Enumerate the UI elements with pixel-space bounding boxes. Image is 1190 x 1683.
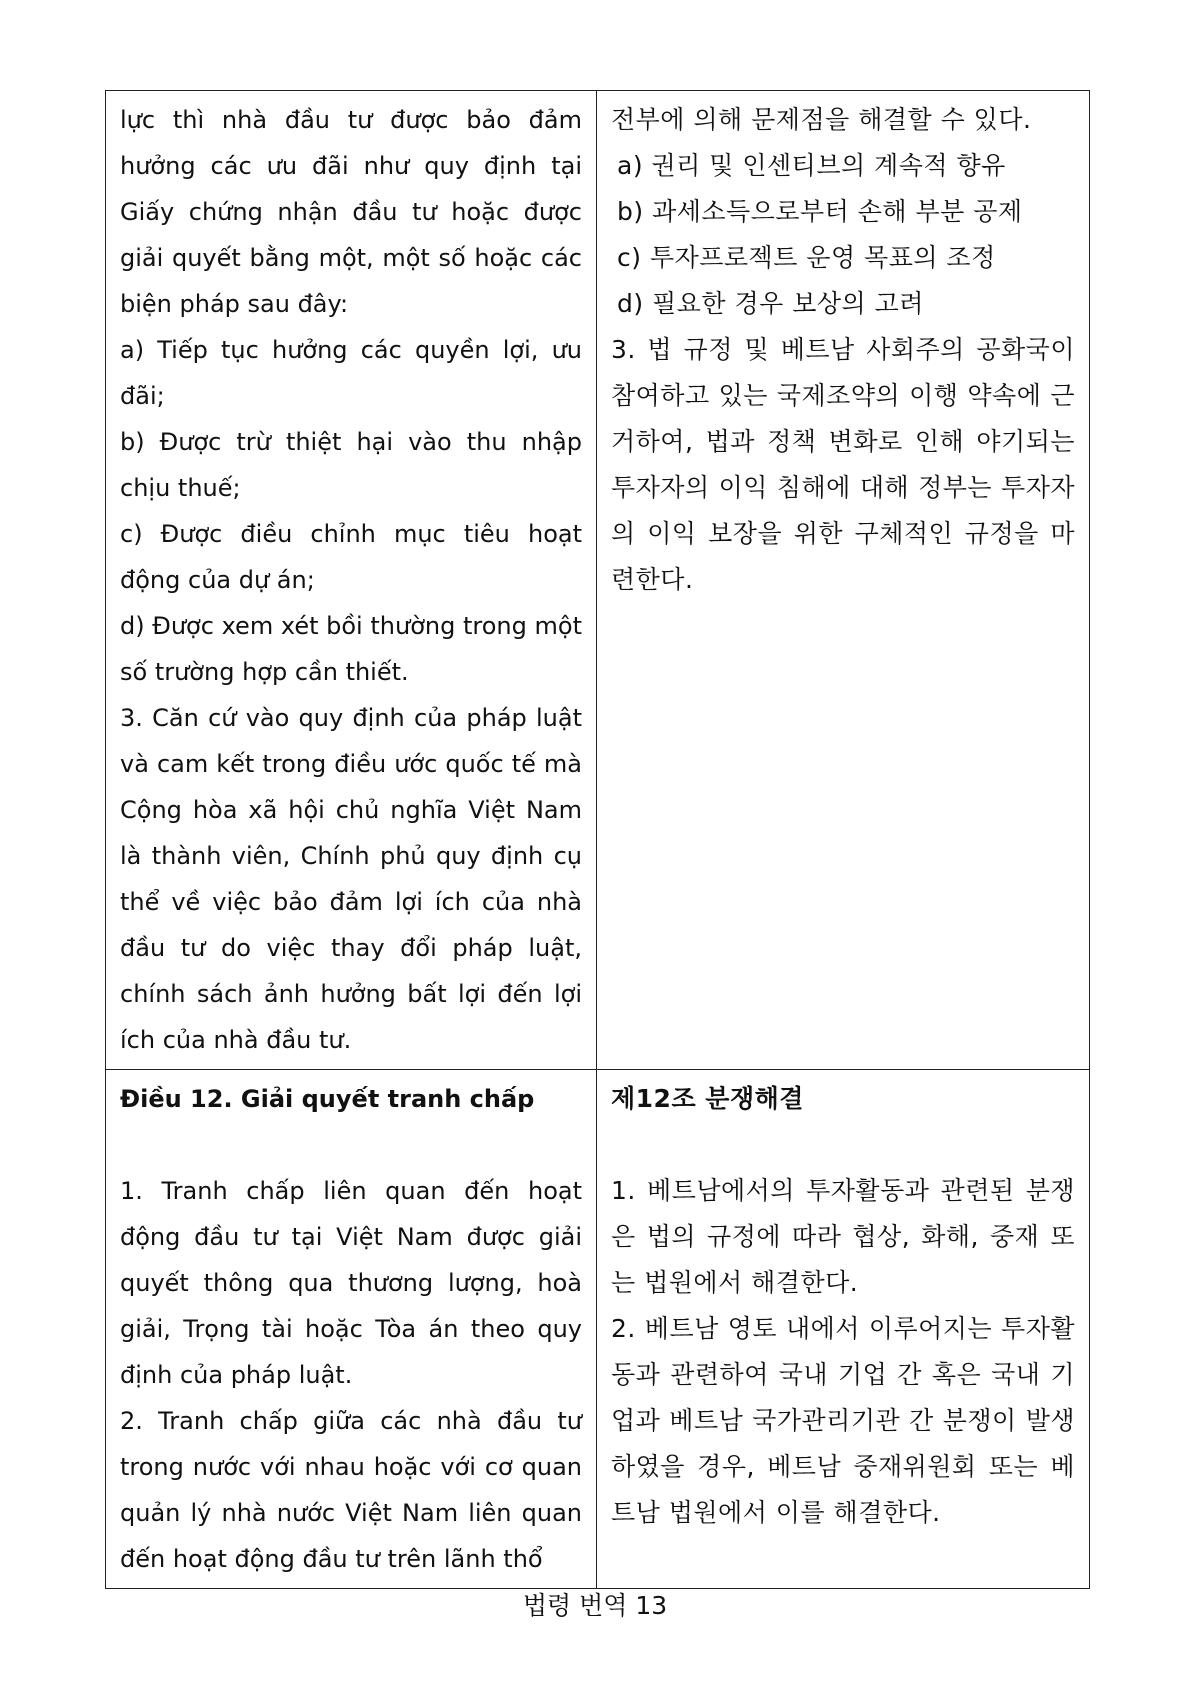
ko-item-c: c) 투자프로젝트 운영 목표의 조정 (617, 243, 996, 272)
vi-clause-2: 2. Tranh chấp giữa các nhà đầu tư trong nước với nhau hoặc với cơ quan quản lý nhà nước Việt Nam liên quan đến hoạt động đầu tư trên lãnh thổ (120, 1407, 582, 1573)
ko-clause-1: 1. 베트남에서의 투자활동과 관련된 분쟁은 법의 규정에 따라 협상, 화해, 중재 또는 법원에서 해결한다. (611, 1176, 1075, 1297)
vi-article-heading: Điều 12. Giải quyết tranh chấp (120, 1085, 535, 1113)
bilingual-law-table (105, 90, 1090, 1589)
table-row (106, 1070, 1090, 1589)
vi-clause-1: 1. Tranh chấp liên quan đến hoạt động đầu tư tại Việt Nam được giải quyết thông qua thương lượng, hoà giải, Trọng tài hoặc Tòa án theo quy định của pháp luật. (120, 1177, 582, 1389)
ko-clause-2: 2. 베트남 영토 내에서 이루어지는 투자활동과 관련하여 국내 기업 간 혹은 국내 기업과 베트남 국가관리기관 간 분쟁이 발생하였을 경우, 베트남 중재위원회 또는 베트남 법원에서 이를 해결한다. (611, 1314, 1075, 1527)
ko-item-a: a) 권리 및 인센티브의 계속적 향유 (617, 151, 1006, 180)
ko-item-d: d) 필요한 경우 보상의 고려 (617, 289, 924, 318)
vi-item-a: a) Tiếp tục hưởng các quyền lợi, ưu đãi; (120, 336, 582, 410)
ko-article-heading: 제12조 분쟁해결 (611, 1084, 804, 1113)
vietnamese-cell (106, 91, 597, 1070)
ko-item-b: b) 과세소득으로부터 손해 부분 공제 (617, 197, 1023, 226)
vi-item-b: b) Được trừ thiệt hại vào thu nhập chịu thuế; (120, 428, 582, 502)
vi-paragraph: lực thì nhà đầu tư được bảo đảm hưởng các ưu đãi như quy định tại Giấy chứng nhận đầu tư hoặc được giải quyết bằng một, một số hoặc các biện pháp sau đây: (120, 106, 582, 318)
ko-clause-3: 3. 법 규정 및 베트남 사회주의 공화국이 참여하고 있는 국제조약의 이행 약속에 근거하여, 법과 정책 변화로 인해 야기되는 투자자의 이익 침해에 대해 정부는 투자자의 이익 보장을 위한 구체적인 규정을 마련한다. (611, 335, 1075, 594)
vi-clause-3: 3. Căn cứ vào quy định của pháp luật và cam kết trong điều ước quốc tế mà Cộng hòa xã hội chủ nghĩa Việt Nam là thành viên, Chính phủ quy định cụ thể về việc bảo đảm lợi ích của nhà đầu tư do việc thay đổi pháp luật, chính sách ảnh hưởng bất lợi đến lợi ích của nhà đầu tư. (120, 704, 582, 1054)
page-footer: 법령 번역 13 (522, 1591, 668, 1620)
ko-paragraph: 전부에 의해 문제점을 해결할 수 있다. (611, 105, 1032, 134)
korean-cell (597, 1070, 1090, 1589)
table-row (106, 91, 1090, 1070)
korean-cell (597, 91, 1090, 1070)
vietnamese-cell (106, 1070, 597, 1589)
vi-item-c: c) Được điều chỉnh mục tiêu hoạt động của dự án; (120, 520, 582, 594)
vi-item-d: d) Được xem xét bồi thường trong một số trường hợp cần thiết. (120, 612, 582, 686)
